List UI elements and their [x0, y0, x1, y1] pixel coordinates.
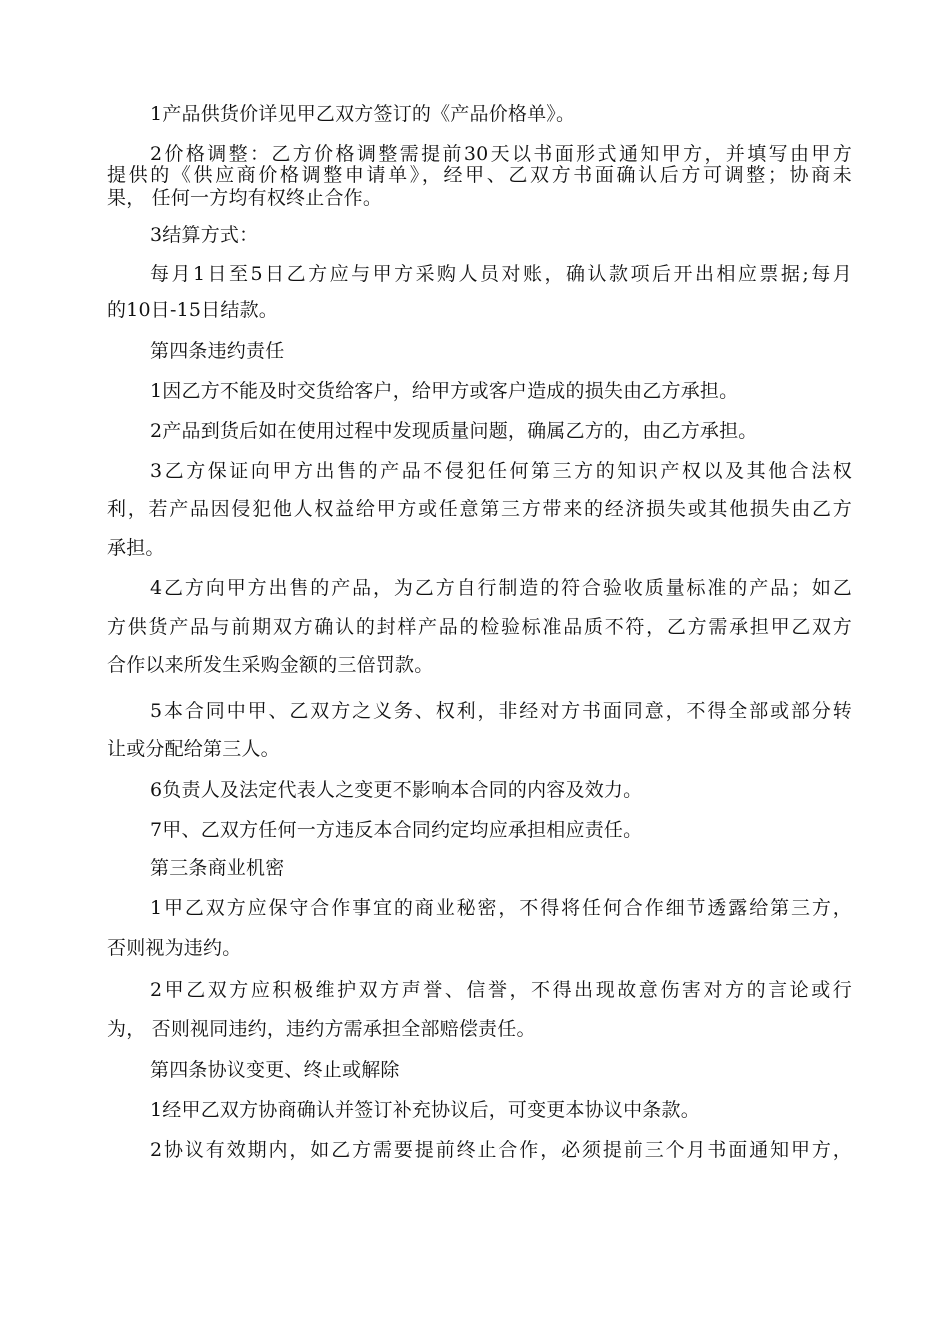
- clause-3-2-price-adjustment-line3: 果， 任何一方均有权终止合作。: [107, 187, 383, 209]
- clause-4-3-line2: 利，若产品因侵犯他人权益给甲方或任意第三方带来的经济损失或其他损失由乙方: [107, 498, 852, 520]
- clause-4-4-line2: 方供货产品与前期双方确认的封样产品的检验标准品质不符，乙方需承担甲乙双方: [107, 616, 852, 638]
- clause-4-6: 6负责人及法定代表人之变更不影响本合同的内容及效力。: [150, 779, 643, 801]
- change-clause-1: 1经甲乙双方协商确认并签订补充协议后，可变更本协议中条款。: [150, 1099, 700, 1121]
- clause-3-1-price-list: 1产品供货价详见甲乙双方签订的《产品价格单》。: [150, 103, 576, 125]
- confidentiality-2-line1: 2甲乙双方应积极维护双方声誉、信誉，不得出现故意伤害对方的言论或行: [150, 979, 852, 1001]
- confidentiality-1-line2: 否则视为违约。: [107, 937, 242, 959]
- clause-3-3-settlement-line1: 每月1日至5日乙方应与甲方采购人员对账，确认款项后开出相应票据;每月: [150, 263, 852, 285]
- clause-4-4-line3: 合作以来所发生采购金额的三倍罚款。: [107, 654, 434, 676]
- clause-3-3-settlement-line2: 的10日-15日结款。: [107, 299, 278, 321]
- clause-4-3-line1: 3乙方保证向甲方出售的产品不侵犯任何第三方的知识产权以及其他合法权: [150, 460, 852, 482]
- confidentiality-1-line1: 1甲乙双方应保守合作事宜的商业秘密，不得将任何合作细节透露给第三方，: [150, 897, 852, 919]
- article-4-change-termination-heading: 第四条协议变更、终止或解除: [150, 1059, 400, 1081]
- confidentiality-2-line2: 为， 否则视同违约，违约方需承担全部赔偿责任。: [107, 1018, 536, 1040]
- clause-3-2-price-adjustment-line2: 提供的《供应商价格调整申请单》，经甲、乙双方书面确认后方可调整；协商未: [107, 164, 852, 186]
- clause-4-2: 2产品到货后如在使用过程中发现质量问题，确属乙方的，由乙方承担。: [150, 420, 758, 442]
- article-3-confidentiality-heading: 第三条商业机密: [150, 857, 285, 879]
- clause-3-2-price-adjustment-line1: 2价格调整：乙方价格调整需提前30天以书面形式通知甲方，并填写由甲方: [150, 143, 852, 165]
- article-4-breach-heading: 第四条违约责任: [150, 340, 285, 362]
- clause-4-4-line1: 4乙方向甲方出售的产品，为乙方自行制造的符合验收质量标准的产品；如乙: [150, 577, 852, 599]
- clause-4-5-line1: 5本合同中甲、乙双方之义务、权利，非经对方书面同意，不得全部或部分转: [150, 700, 852, 722]
- clause-4-1: 1因乙方不能及时交货给客户，给甲方或客户造成的损失由乙方承担。: [150, 380, 739, 402]
- clause-3-3-settlement-heading: 3结算方式：: [150, 224, 259, 246]
- change-clause-2: 2协议有效期内，如乙方需要提前终止合作，必须提前三个月书面通知甲方，: [150, 1139, 852, 1161]
- clause-4-7: 7甲、乙双方任何一方违反本合同约定均应承担相应责任。: [150, 819, 643, 841]
- clause-4-3-line3: 承担。: [107, 537, 165, 559]
- clause-4-5-line2: 让或分配给第三人。: [107, 738, 280, 760]
